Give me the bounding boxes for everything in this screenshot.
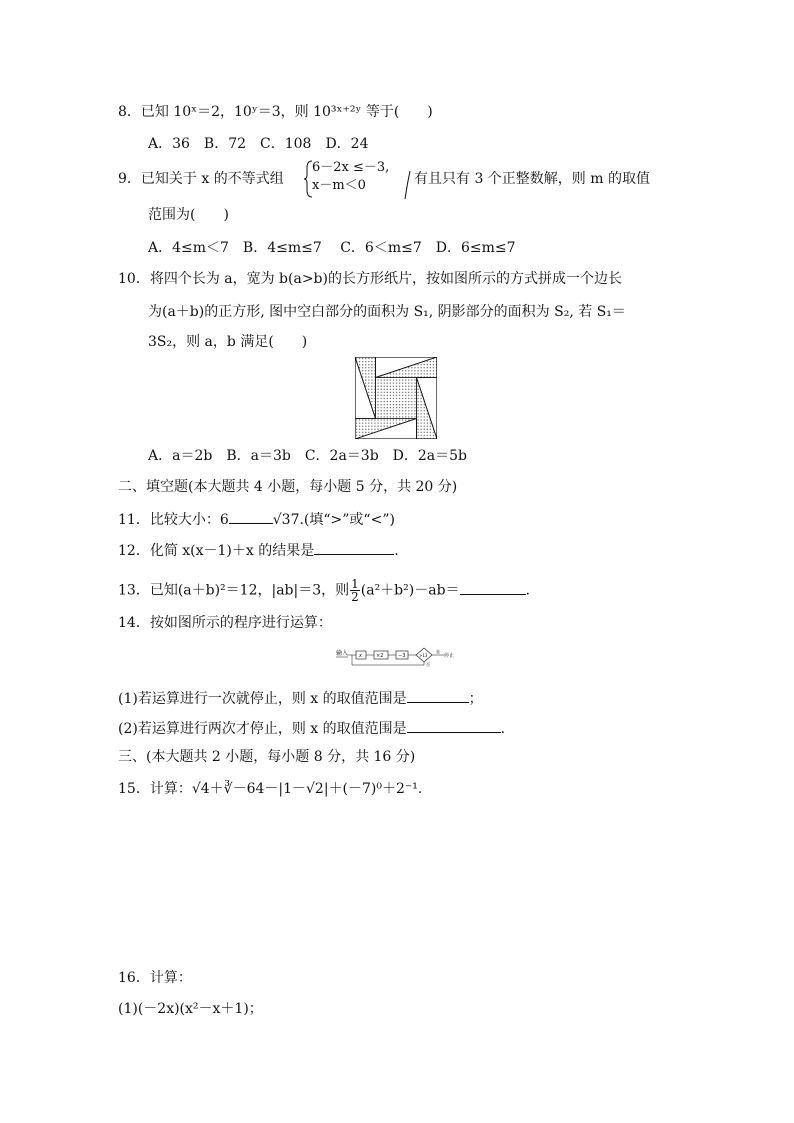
q12 xyxy=(118,540,399,560)
q13-fraction-numerator: 1 xyxy=(351,577,359,591)
q14-flowchart xyxy=(336,645,460,667)
q10-stem-a: 10．将四个长为 a，宽为 b(a>b)的长方形纸片，按如图所示的方式拼成一个边长 xyxy=(118,271,622,287)
q12-text-a: 12．化简 x(x－1)＋x 的结果是 xyxy=(118,543,315,559)
flow-op1-label: ×2 xyxy=(376,653,384,659)
flow-x-label: x xyxy=(359,653,362,659)
q14-sub2-end: . xyxy=(500,721,506,737)
q9-brace-right xyxy=(404,170,412,200)
q9-options: A．4≤m＜7 B．4≤m≤7 C．6＜m≤7 D．6≤m≤7 xyxy=(148,240,516,256)
q14-sub1 xyxy=(118,688,483,708)
q14-sub2 xyxy=(118,718,505,738)
flow-op2-label: −3 xyxy=(398,653,406,659)
q9-stem-c: 范围为( ) xyxy=(148,207,229,223)
q13-fraction-denominator: 2 xyxy=(351,590,359,604)
q11-text-a: 11．比较大小：6 xyxy=(118,512,229,528)
q13-text-a: 13．已知(a＋b)²＝12，|ab|＝3，则 xyxy=(118,582,350,599)
q9-inequality-1: 6－2x ≤－3, xyxy=(312,160,390,175)
q16-sub1: (1)(－2x)(x²－x＋1)； xyxy=(118,1001,263,1017)
section-2-heading: 二、填空题(本大题共 4 小题，每小题 5 分，共 20 分) xyxy=(118,479,458,495)
flow-no-label: 否 xyxy=(426,662,430,667)
q14-sub2-text: (2)若运算进行两次才停止，则 x 的取值范围是 xyxy=(118,721,407,737)
q11 xyxy=(118,509,395,529)
q13-text-c: . xyxy=(525,582,530,599)
q14-sub1-answer-blank[interactable] xyxy=(407,688,469,703)
flow-stop-label: 停止 xyxy=(444,653,455,659)
flow-cond-label: >13 xyxy=(419,653,428,658)
q14-sub1-end: ； xyxy=(468,691,483,707)
q8-options: A．36 B．72 C．108 D．24 xyxy=(148,136,369,152)
q10-stem-b: 为(a＋b)的正方形, 图中空白部分的面积为 S₁, 阴影部分的面积为 S₂, 若 S₁＝ xyxy=(148,304,626,320)
q13-text-b: (a²＋b²)－ab＝ xyxy=(360,582,460,599)
flow-yes-label: 是 xyxy=(436,649,440,654)
q14-sub2-answer-blank[interactable] xyxy=(407,718,501,733)
q13 xyxy=(118,578,530,603)
q13-answer-blank[interactable] xyxy=(460,580,526,595)
section-3-heading: 三、(本大题共 2 小题，每小题 8 分，共 16 分) xyxy=(118,749,416,765)
q14-stem: 14．按如图所示的程序进行运算： xyxy=(118,615,332,631)
q12-text-b: . xyxy=(394,543,399,559)
q9-inequality-2: x－m＜0 xyxy=(312,178,366,193)
q11-answer-blank[interactable] xyxy=(229,509,273,524)
q14-sub1-text: (1)若运算进行一次就停止，则 x 的取值范围是 xyxy=(118,691,407,707)
q8-stem: 8．已知 10ˣ＝2，10ʸ＝3，则 10³ˣ⁺²ʸ 等于( ) xyxy=(118,104,433,120)
q12-answer-blank[interactable] xyxy=(314,540,394,555)
q9-stem-a: 9．已知关于 x 的不等式组 xyxy=(118,171,284,187)
q10-stem-c: 3S₂，则 a，b 满足( ) xyxy=(148,334,308,350)
q10-square-figure xyxy=(355,357,437,439)
q15: 15．计算：√4＋∛－64－|1－√2|＋(－7)⁰＋2⁻¹. xyxy=(118,781,423,797)
flow-input-label: 输入 xyxy=(336,650,349,657)
q16-stem: 16．计算： xyxy=(118,970,192,986)
q13-fraction xyxy=(350,578,360,603)
q11-text-b: √37.(填“>”或“<”) xyxy=(272,512,395,528)
q9-stem-b: 有且只有 3 个正整数解，则 m 的取值 xyxy=(414,171,650,187)
q10-options: A．a＝2b B．a＝3b C．2a＝3b D．2a＝5b xyxy=(148,448,468,464)
